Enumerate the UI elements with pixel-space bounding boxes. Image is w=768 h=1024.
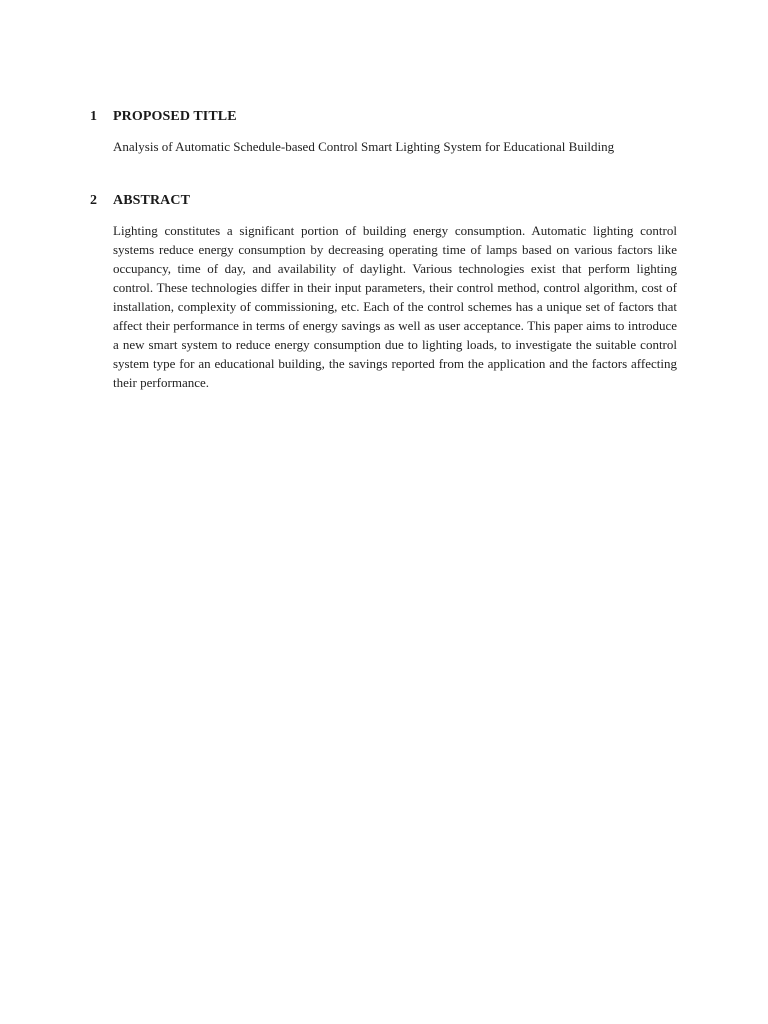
section-heading (90, 191, 680, 211)
section-proposed-title (90, 107, 680, 169)
section-number: 2 (90, 193, 97, 208)
section-heading (90, 107, 680, 127)
section-abstract (90, 191, 680, 405)
section-title: ABSTRACT (113, 193, 191, 208)
proposed-title-text: Analysis of Automatic Schedule-based Control Smart Lighting System for Educational Building (113, 139, 615, 154)
section-title: PROPOSED TITLE (113, 109, 237, 124)
abstract-text: Lighting constitutes a significant portion of building energy consumption. Automatic lighting control systems reduce energy consumption by decreasing operating time of lamps based on various factors like occupancy, time of day, and availability of daylight. Various technologies exist that perform lighting control. These technologies differ in their input parameters, their control method, control algorithm, cost of installation, complexity of commissioning, etc. Each of the control schemes has a unique set of factors that affect their performance in terms of energy savings as well as user acceptance. This paper aims to introduce a new smart system to reduce energy consumption due to lighting loads, to investigate the suitable control system type for an educational building, the savings reported from the application and the factors affecting their performance. (113, 223, 677, 390)
section-number: 1 (90, 109, 97, 124)
